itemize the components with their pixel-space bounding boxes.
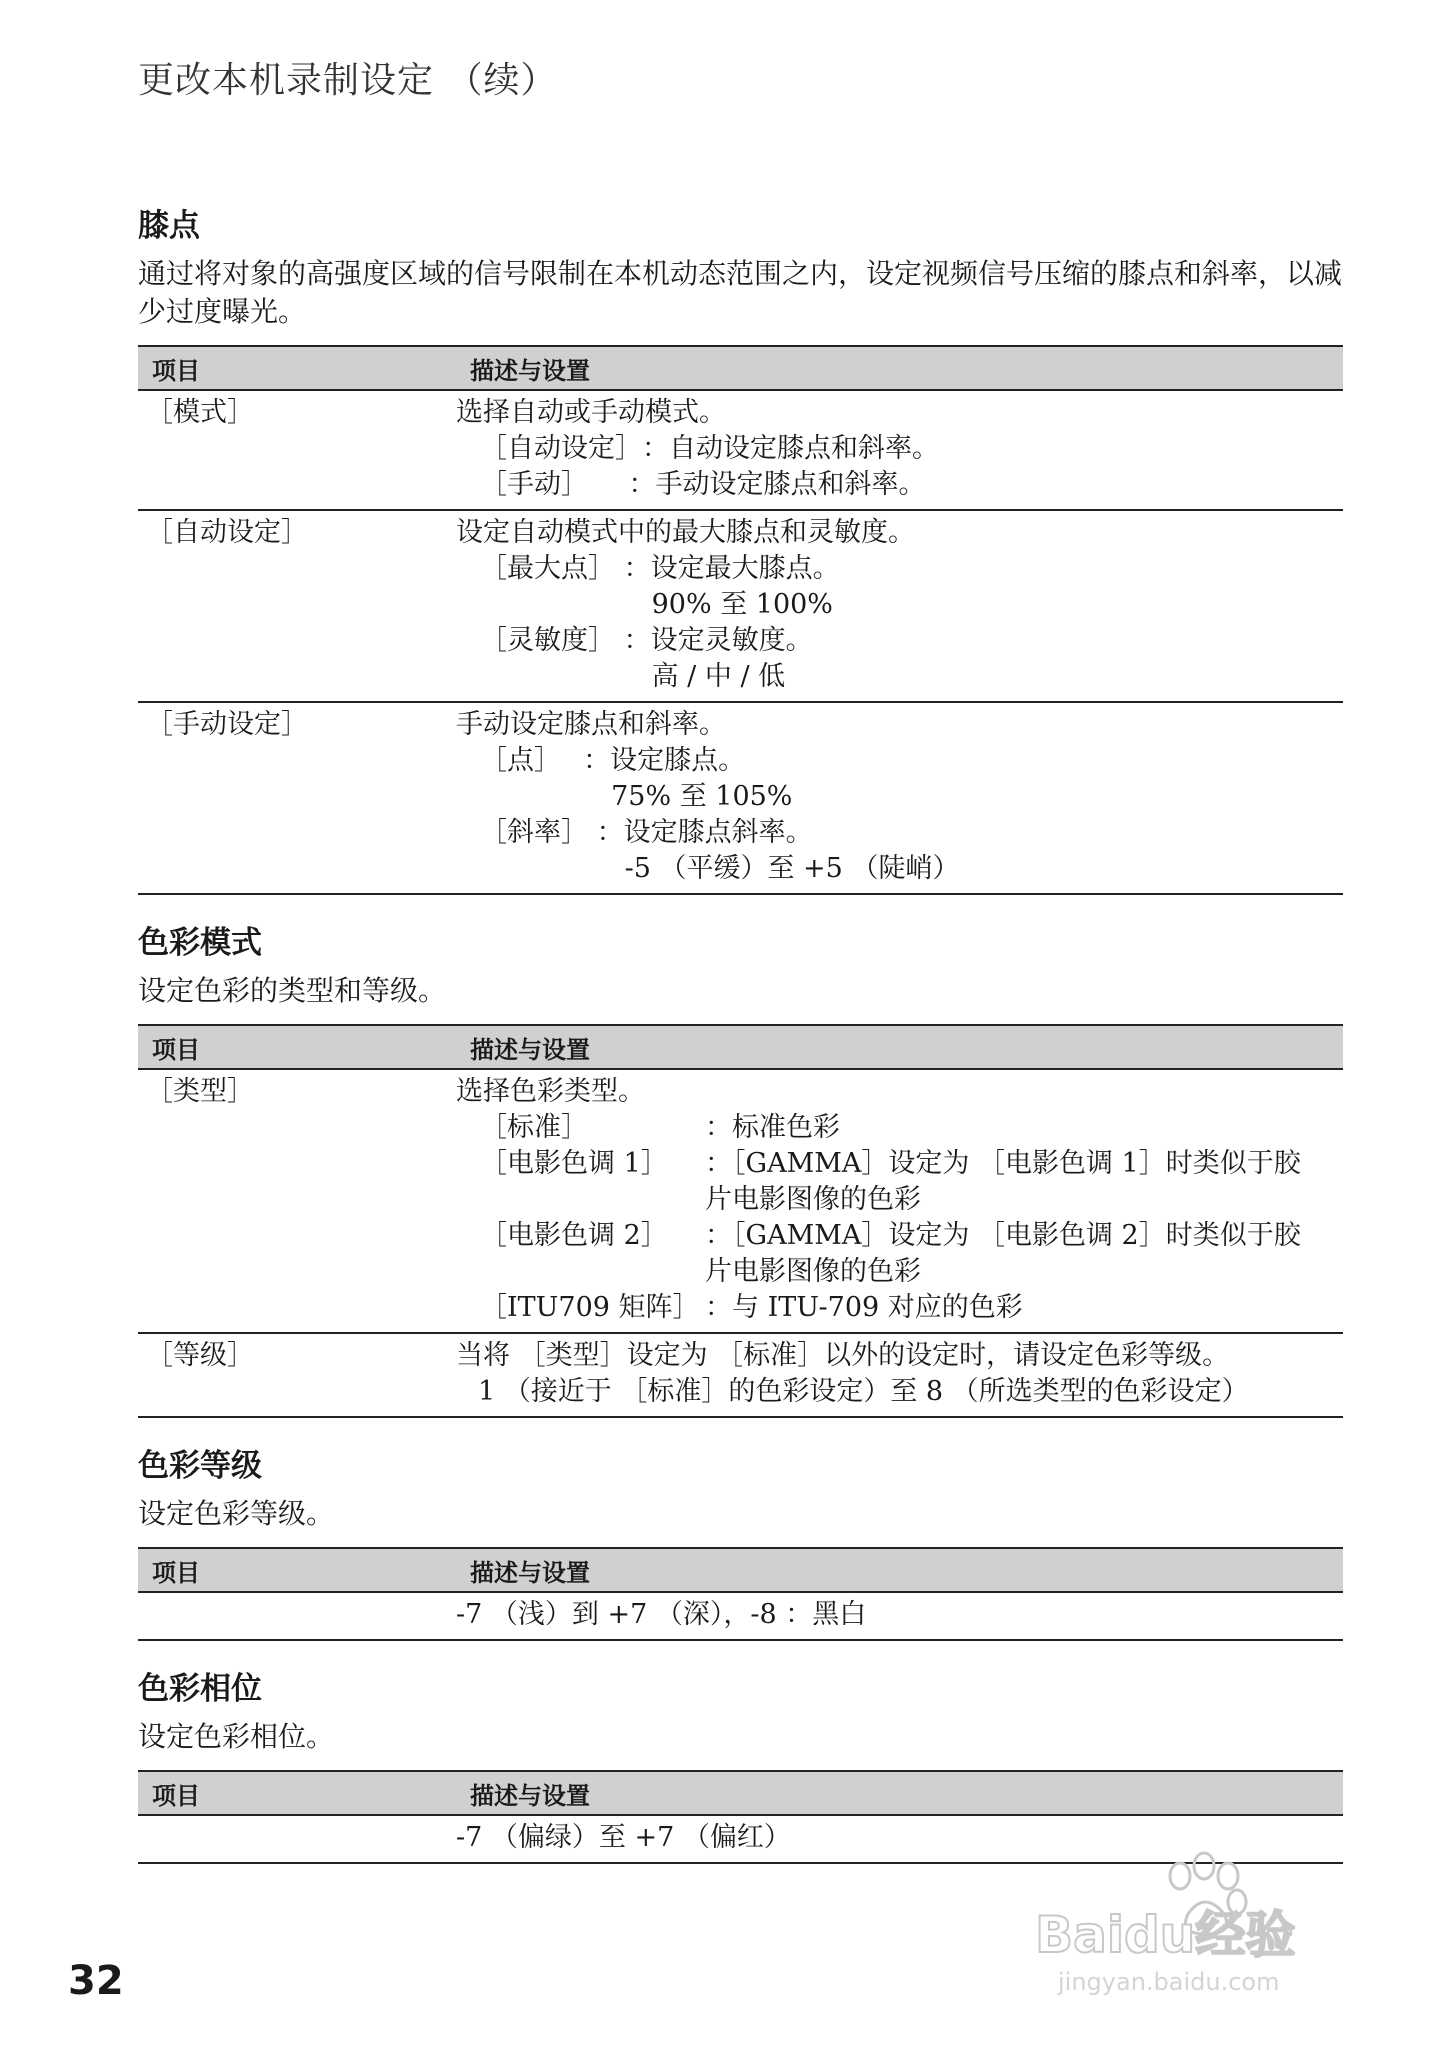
sub-option-value: ：标准色彩 <box>705 1112 840 1143</box>
col-item-header: 项目 <box>138 1025 456 1069</box>
sub-option-key: ［电影色调 1］ <box>480 1148 668 1179</box>
sub-option <box>456 1146 1343 1218</box>
table-row <box>138 1592 1343 1640</box>
section-title-color-phase: 色彩相位 <box>138 1671 262 1707</box>
table-row <box>138 510 1343 702</box>
page-header: 更改本机录制设定 （续） <box>138 60 558 101</box>
sub-option <box>456 623 1343 695</box>
sub-option-value: ：［GAMMA］设定为 ［电影色调 2］时类似于胶片电影图像的色彩 <box>705 1220 1301 1287</box>
sub-option-key: ［灵敏度］ <box>480 625 624 656</box>
sub-option-value: ：设定最大膝点。 <box>623 553 840 584</box>
sub-option-key: ［ITU709 矩阵］ <box>480 1292 700 1323</box>
sub-option-value: ：与 ITU-709 对应的色彩 <box>705 1292 1023 1323</box>
section-desc-color-level: 设定色彩等级。 <box>138 1497 335 1530</box>
sub-option-key: ［最大点］ <box>480 553 624 584</box>
section-title-color-mode: 色彩模式 <box>138 925 262 961</box>
row-desc <box>456 702 1343 894</box>
row-desc-main: 设定自动模式中的最大膝点和灵敏度。 <box>456 517 915 548</box>
sub-option-value: ：设定膝点斜率。 <box>596 817 813 848</box>
row-desc <box>456 1333 1343 1417</box>
sub-option-key: ［点］ <box>480 745 584 776</box>
section-title-color-level: 色彩等级 <box>138 1448 262 1484</box>
row-item: ［类型］ <box>138 1069 456 1333</box>
table-row <box>138 1333 1343 1417</box>
sub-option-key: ［斜率］ <box>480 817 597 848</box>
watermark-url: jingyan.baidu.com <box>1058 1968 1280 1996</box>
row-desc <box>456 390 1343 510</box>
col-item-header: 项目 <box>138 1548 456 1592</box>
sub-option <box>456 815 1343 887</box>
col-desc-header: 描述与设置 <box>456 346 1343 390</box>
col-item-header: 项目 <box>138 1771 456 1815</box>
page-number: 32 <box>68 1958 124 2004</box>
sub-option-range: 高 / 中 / 低 <box>651 661 786 692</box>
sub-option-value: ：手动设定膝点和斜率。 <box>628 469 926 500</box>
table-header-row <box>138 346 1343 390</box>
col-desc-header: 描述与设置 <box>456 1771 1343 1815</box>
sub-option-key: ［标准］ <box>480 1112 588 1143</box>
sub-option <box>456 743 1343 815</box>
row-item: ［模式］ <box>138 390 456 510</box>
sub-option <box>456 551 1343 623</box>
row-item <box>138 1592 456 1640</box>
row-desc-main: 手动设定膝点和斜率。 <box>456 709 726 740</box>
row-item: ［等级］ <box>138 1333 456 1417</box>
section-desc-color-mode: 设定色彩的类型和等级。 <box>138 974 447 1007</box>
knee-table <box>138 345 1343 895</box>
row-desc-main: 当将 ［类型］设定为 ［标准］以外的设定时，请设定色彩等级。 <box>456 1340 1230 1371</box>
sub-option <box>456 1290 1343 1326</box>
section-desc-color-phase: 设定色彩相位。 <box>138 1720 335 1753</box>
section-title-knee: 膝点 <box>138 208 200 244</box>
watermark-logo-text: Baidu经验 <box>1035 1906 1296 1964</box>
sub-option <box>456 467 1343 503</box>
row-desc-main: 选择色彩类型。 <box>456 1076 645 1107</box>
sub-option-range: 90% 至 100% <box>651 589 833 620</box>
table-header-row <box>138 1025 1343 1069</box>
row-desc-range: 1 （接近于 ［标准］的色彩设定）至 8 （所选类型的色彩设定） <box>478 1376 1249 1407</box>
col-desc-header: 描述与设置 <box>456 1548 1343 1592</box>
sub-option-key: ［手动］ <box>480 469 629 500</box>
sub-option-key: ［电影色调 2］ <box>480 1220 668 1251</box>
color-level-table <box>138 1547 1343 1641</box>
sub-option-range: -5 （平缓）至 +5 （陡峭） <box>624 853 960 884</box>
row-desc <box>456 510 1343 702</box>
sub-option <box>456 431 1343 467</box>
row-desc-main: 选择自动或手动模式。 <box>456 397 726 428</box>
sub-option-value: ：设定膝点。 <box>583 745 746 776</box>
baidu-jingyan-watermark <box>1030 1840 1390 2000</box>
sub-option-value: ：设定灵敏度。 <box>623 625 813 656</box>
col-desc-header: 描述与设置 <box>456 1025 1343 1069</box>
sub-option <box>456 1218 1343 1290</box>
row-item: ［手动设定］ <box>138 702 456 894</box>
row-desc <box>456 1069 1343 1333</box>
sub-option <box>456 1110 1343 1146</box>
row-item <box>138 1815 456 1863</box>
section-desc-knee: 通过将对象的高强度区域的信号限制在本机动态范围之内，设定视频信号压缩的膝点和斜率，以减少过度曝光。 <box>138 257 1343 328</box>
col-item-header: 项目 <box>138 346 456 390</box>
table-row <box>138 702 1343 894</box>
row-item: ［自动设定］ <box>138 510 456 702</box>
row-desc: -7 （浅）到 +7 （深），-8 ：黑白 <box>456 1592 1343 1640</box>
page-content <box>138 200 1343 1886</box>
sub-option-range: 75% 至 105% <box>611 781 793 812</box>
table-row <box>138 1069 1343 1333</box>
color-mode-table <box>138 1024 1343 1418</box>
table-header-row <box>138 1771 1343 1815</box>
sub-option-key: ［自动设定］ <box>480 433 642 464</box>
row-desc: -7 （偏绿）至 +7 （偏红） <box>456 1815 1343 1863</box>
table-header-row <box>138 1548 1343 1592</box>
table-row <box>138 390 1343 510</box>
sub-option-value: ：自动设定膝点和斜率。 <box>642 433 939 464</box>
sub-option-value: ：［GAMMA］设定为 ［电影色调 1］时类似于胶片电影图像的色彩 <box>705 1148 1301 1215</box>
